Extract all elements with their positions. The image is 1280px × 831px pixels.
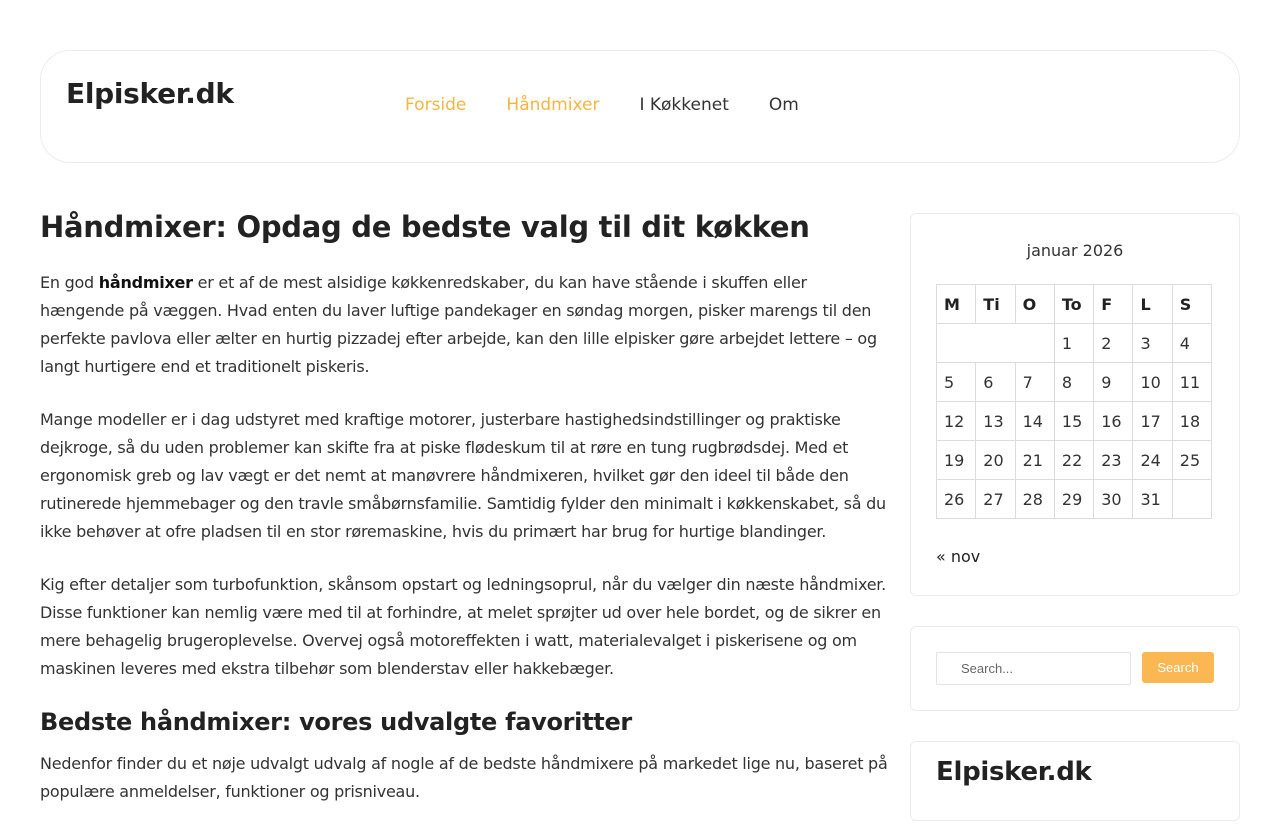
calendar-day: 31 [1133,480,1172,519]
calendar-day: 29 [1054,480,1093,519]
calendar-day: 21 [1015,441,1054,480]
calendar-day: 9 [1094,363,1133,402]
paragraph-keyword: håndmixer [98,272,193,292]
calendar-widget [910,213,1240,596]
calendar-week-row [937,441,1212,480]
calendar-day: 11 [1172,363,1211,402]
calendar-day: 27 [976,480,1015,519]
article-paragraph-1 [40,269,890,381]
calendar-empty-cell [937,324,1055,363]
brand-widget [910,741,1240,821]
site-header [40,50,1240,163]
calendar-day: 12 [937,402,976,441]
search-button[interactable]: Search [1142,652,1214,683]
calendar-day: 10 [1133,363,1172,402]
search-input[interactable] [936,652,1131,685]
calendar-day: 8 [1054,363,1093,402]
calendar-day: 13 [976,402,1015,441]
calendar-day: 19 [937,441,976,480]
search-widget [910,626,1240,711]
calendar-day: 17 [1133,402,1172,441]
calendar-day: 30 [1094,480,1133,519]
calendar-week-row [937,480,1212,519]
calendar-day: 3 [1133,324,1172,363]
article-title: Håndmixer: Opdag de bedste valg til dit køkken [40,210,810,244]
calendar-table [936,284,1212,519]
main-nav [405,95,839,115]
nav-item-handmixer[interactable]: Håndmixer [506,95,600,115]
calendar-day: 28 [1015,480,1054,519]
nav-item-om[interactable]: Om [768,95,799,115]
calendar-day: 4 [1172,324,1211,363]
article [40,210,890,831]
article-paragraph-3: Kig efter detaljer som turbofunktion, skånsom opstart og ledningsoprul, når du vælger din næste håndmixer. Disse funktioner kan nemlig være med til at forhindre, at melet sprøjter ud over hele bordet, og de sikrer en mere behagelig brugeroplevelse. Overvej også motoreffekten i watt, materialevalget i piskerisene og om maskinen leveres med ekstra tilbehør som blenderstav eller hakkebæger. [40,574,886,678]
calendar-day: 15 [1054,402,1093,441]
calendar-day: 25 [1172,441,1211,480]
paragraph-prefix: En god [40,272,99,292]
calendar-week-row [937,363,1212,402]
weekday-header: L [1133,285,1172,324]
calendar-day: 22 [1054,441,1093,480]
calendar-prev-month-link[interactable]: « nov [936,547,981,566]
calendar-day: 18 [1172,402,1211,441]
weekday-header: O [1015,285,1054,324]
nav-item-forside[interactable]: Forside [405,95,467,115]
article-paragraph-4: Nedenfor finder du et nøje udvalgt udvalg af nogle af de bedste håndmixere på markedet lige nu, baseret på populære anmeldelser, funktioner og prisniveau. [40,753,888,801]
calendar-day: 14 [1015,402,1054,441]
calendar-day: 7 [1015,363,1054,402]
calendar-week-row [937,402,1212,441]
calendar-day: 24 [1133,441,1172,480]
weekday-header: To [1054,285,1093,324]
calendar-caption: januar 2026 [1026,241,1124,260]
site-title[interactable]: Elpisker.dk [66,77,234,110]
article-paragraph-2: Mange modeller er i dag udstyret med kraftige motorer, justerbare hastighedsindstillinger og praktiske dejkroge, så du uden problemer kan skifte fra at piske flødeskum til at røre en tung rugbrødsdej. Med et ergonomisk greb og lav vægt er det nemt at manøvrere håndmixeren, hvilket gør den ideel til både den rutinerede hjemmebager og den travle småbørnsfamilie. Samtidig fylder den minimalt i køkkenskabet, så du ikke behøver at ofre pladsen til en stor røremaskine, hvis du primært har brug for hurtige blandinger. [40,409,886,541]
calendar-day: 16 [1094,402,1133,441]
calendar-day: 23 [1094,441,1133,480]
weekday-header: M [937,285,976,324]
calendar-day: 26 [937,480,976,519]
weekday-header: F [1094,285,1133,324]
weekday-header: Ti [976,285,1015,324]
brand-widget-title: Elpisker.dk [936,757,1092,787]
weekday-header: S [1172,285,1211,324]
calendar-day: 5 [937,363,976,402]
calendar-weekday-row [937,285,1212,324]
calendar-day: 20 [976,441,1015,480]
calendar-day: 2 [1094,324,1133,363]
calendar-day: 6 [976,363,1015,402]
calendar-empty-cell [1172,480,1211,519]
nav-item-i-kokkenet[interactable]: I Køkkenet [639,95,729,115]
calendar-day: 1 [1054,324,1093,363]
paragraph-suffix: er et af de mest alsidige køkkenredskaber, du kan have stående i skuffen eller hængende på væggen. Hvad enten du laver luftige pandekager en søndag morgen, pisker marengs til den perfekte pavlova eller ælter en hurtig pizzadej efter arbejde, kan den lille elpisker gøre arbejdet lettere – og langt hurtigere end et traditionelt piskeris. [40,272,877,376]
article-subheading: Bedste håndmixer: vores udvalgte favoritter [40,707,632,736]
calendar-week-row [937,324,1212,363]
